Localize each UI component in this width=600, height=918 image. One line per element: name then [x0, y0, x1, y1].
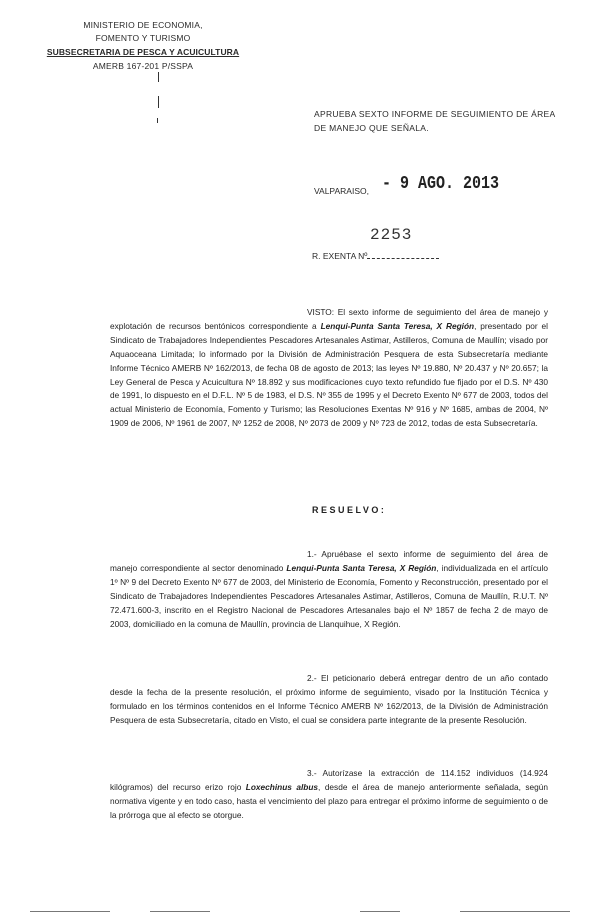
number-blank: [367, 249, 439, 259]
visto-paragraph: VISTO: El sexto informe de seguimiento del área de manejo y explotación de recursos bentónicos correspondiente a Lenqui-Punta Santa Teresa, X Región, presentado por el Sindicato de Trabajadores Independientes Pescadores Artesanales Astimar, Astilleros, Comuna de Maullín; visado por Aquaoceana Limitada; lo informado por la División de Administración Pesquera de esta Subsecretaría mediante Informe Técnico AMERB Nº 162/2013, de fecha 08 de agosto de 2013; las leyes Nº 19.880, Nº 20.437 y Nº 20.657; la Ley General de Pesca y Acuicultura Nº 18.892 y sus modificaciones cuyo texto refundido fue fijado por el D.S. Nº 430 de 1991, lo dispuesto en el D.F.L. Nº 5 de 1983, el D.S. Nº 355 de 1995 y el Decreto Exento Nº 677 de 2003, todos del actual Ministerio de Economía, Fomento y Turismo; las Resoluciones Exentas Nº 916 y Nº 1685, ambas de 2004, Nº 1909 de 2006, Nº 1961 de 2007, Nº 1252 de 2008, Nº 2073 de 2009 y Nº 723 de 2012, todas de esta Subsecretaría.: [110, 307, 549, 429]
resolution-number-line: [312, 249, 439, 261]
article-2: 2.- El peticionario deberá entregar dentro de un año contado desde la fecha de la presente resolución, el próximo informe de seguimiento, visado por la Institución Técnica y formulado en los términos contenidos en el Informe Técnico AMERB Nº 162/2013, de la División de Administración Pesquera de esta Subsecretaría, citado en Visto, el cual se considera parte integrante de la presente Resolución.: [110, 673, 548, 725]
margin-mark: [158, 72, 159, 82]
scan-artifact: [30, 911, 110, 912]
species-name-bold: Loxechinus albus: [245, 781, 319, 792]
resolution-number: 2253: [370, 226, 413, 244]
ministry-line-2: FOMENTO Y TURISMO: [95, 33, 191, 43]
resolution-label: R. EXENTA Nº: [312, 251, 368, 261]
resolution-subject: [314, 107, 584, 135]
place-label: VALPARAISO,: [314, 186, 369, 196]
margin-mark: [158, 96, 159, 108]
reference-code: AMERB 167-201 P/SSPA: [92, 61, 194, 71]
subsecretaria-name: SUBSECRETARIA DE PESCA Y ACUICULTURA: [46, 47, 240, 57]
ministry-line-1: MINISTERIO DE ECONOMIA,: [83, 20, 203, 30]
area-name-bold: Lenqui-Punta Santa Teresa, X Región: [320, 320, 475, 331]
subject-line-1: APRUEBA SEXTO INFORME DE SEGUIMIENTO DE ÁREA: [314, 109, 556, 119]
margin-mark: [157, 118, 158, 123]
area-name-bold: Lenqui-Punta Santa Teresa, X Región: [286, 562, 437, 573]
scan-artifact: [460, 911, 570, 912]
date-stamp: - 9 AGO. 2013: [382, 173, 500, 195]
scan-artifact: [360, 911, 400, 912]
article-1: 1.- Apruébase el sexto informe de seguimiento del área de manejo correspondiente al sector denominado Lenqui-Punta Santa Teresa, X Región, individualizada en el artículo 1º Nº 9 del Decreto Exento Nº 677 de 2003, del Ministerio de Economía, Fomento y Reconstrucción, presentado por el Sindicato de Trabajadores Independientes Pescadores Artesanales Astimar, Astilleros, Comuna de Maullín, R.U.T. Nº 72.471.600-3, inscrito en el Registro Nacional de Pescadores Artesanales bajo el Nº 1857 de fecha 2 de mayo de 2003, domiciliado en la comuna de Maullín, provincia de Llanquihue, X Región.: [110, 549, 548, 629]
subject-line-2: DE MANEJO QUE SEÑALA.: [314, 123, 429, 133]
article-3: 3.- Autorízase la extracción de 114.152 individuos (14.924 kilógramos) del recurso erizo rojo Loxechinus albus, desde el área de manejo anteriormente señalada, según normativa vigente y en todo caso, hasta el vencimiento del plazo para entregar el próximo informe de seguimiento o de la prórroga que al efecto se otorgue.: [110, 768, 549, 820]
scan-artifact: [150, 911, 210, 912]
resuelvo-heading: RESUELVO:: [312, 505, 387, 515]
